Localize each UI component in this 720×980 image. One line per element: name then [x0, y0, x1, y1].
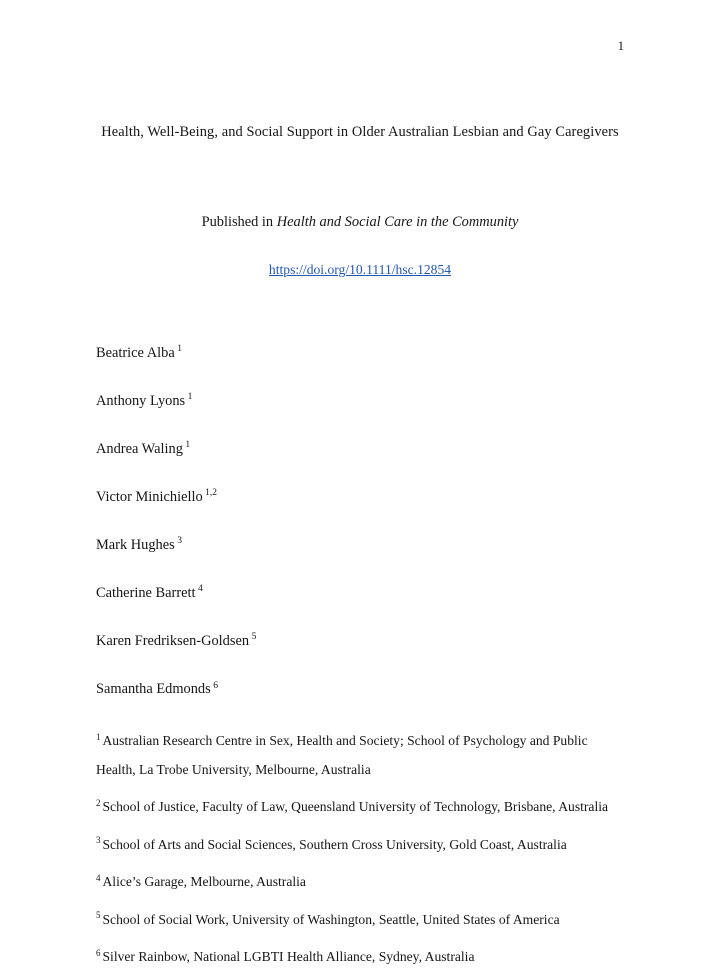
author-entry	[96, 439, 624, 461]
affiliation-entry	[96, 906, 624, 935]
author-name: Anthony Lyons	[96, 392, 186, 409]
affiliation-marker: 4	[96, 872, 101, 883]
page-title: Health, Well-Being, and Social Support in Older Australian Lesbian and Gay Caregivers	[101, 124, 619, 140]
affiliation-marker: 5	[96, 910, 101, 921]
affiliation-text: School of Arts and Social Sciences, Southern Cross University, Gold Coast, Australia	[102, 836, 567, 852]
author-affiliation-marker: 3	[177, 536, 182, 547]
affiliation-marker: 2	[96, 797, 101, 808]
affiliation-entry	[96, 793, 624, 822]
author-name: Catherine Barrett	[96, 585, 196, 602]
publication-statement	[96, 212, 624, 234]
author-name: Beatrice Alba	[96, 344, 175, 361]
affiliation-text: Alice’s Garage, Melbourne, Australia	[102, 874, 306, 890]
affiliation-marker: 3	[96, 835, 101, 846]
author-name: Samantha Edmonds	[96, 681, 211, 698]
author-affiliation-marker: 1,2	[205, 488, 218, 499]
affiliation-text: Silver Rainbow, National LGBTI Health Alliance, Sydney, Australia	[102, 949, 475, 965]
affiliation-text: School of Social Work, University of Washington, Seattle, United States of America	[102, 911, 560, 927]
author-entry	[96, 343, 624, 365]
author-entry	[96, 535, 624, 557]
affiliation-entry	[96, 831, 624, 860]
doi-row	[96, 260, 624, 280]
author-affiliation-marker: 1	[187, 391, 193, 402]
affiliation-text: Australian Research Centre in Sex, Health and Society; School of Psychology and Public Health, La Trobe University, Melbourne, Australia	[96, 733, 588, 777]
author-name: Karen Fredriksen-Goldsen	[96, 633, 250, 650]
affiliation-marker: 6	[96, 947, 101, 958]
author-affiliation-marker: 1	[185, 440, 191, 451]
author-name: Mark Hughes	[96, 537, 175, 554]
author-entry	[96, 391, 624, 413]
affiliation-text: School of Justice, Faculty of Law, Queensland University of Technology, Brisbane, Australia	[102, 799, 609, 815]
author-name: Victor Minichiello	[96, 488, 203, 505]
author-entry	[96, 583, 624, 605]
page-number: 1	[617, 39, 624, 53]
publication-prefix: Published in	[201, 213, 277, 230]
journal-name: Health and Social Care in the Community	[276, 213, 519, 230]
author-entry	[96, 631, 624, 653]
doi-link[interactable]: https://doi.org/10.1111/hsc.12854	[268, 262, 452, 278]
author-affiliation-marker: 6	[213, 680, 218, 691]
author-entry	[96, 679, 624, 701]
affiliation-marker: 1	[96, 731, 101, 742]
author-name: Andrea Waling	[96, 440, 183, 457]
author-affiliation-marker: 4	[198, 584, 203, 595]
author-affiliation-marker: 5	[251, 632, 257, 643]
affiliation-entry	[96, 727, 624, 784]
affiliation-entry	[96, 943, 624, 972]
affiliation-entry	[96, 868, 624, 897]
affiliation-list	[96, 727, 624, 972]
author-list	[96, 343, 624, 701]
content-column	[96, 0, 624, 980]
author-entry	[96, 487, 624, 509]
author-affiliation-marker: 1	[177, 343, 182, 354]
